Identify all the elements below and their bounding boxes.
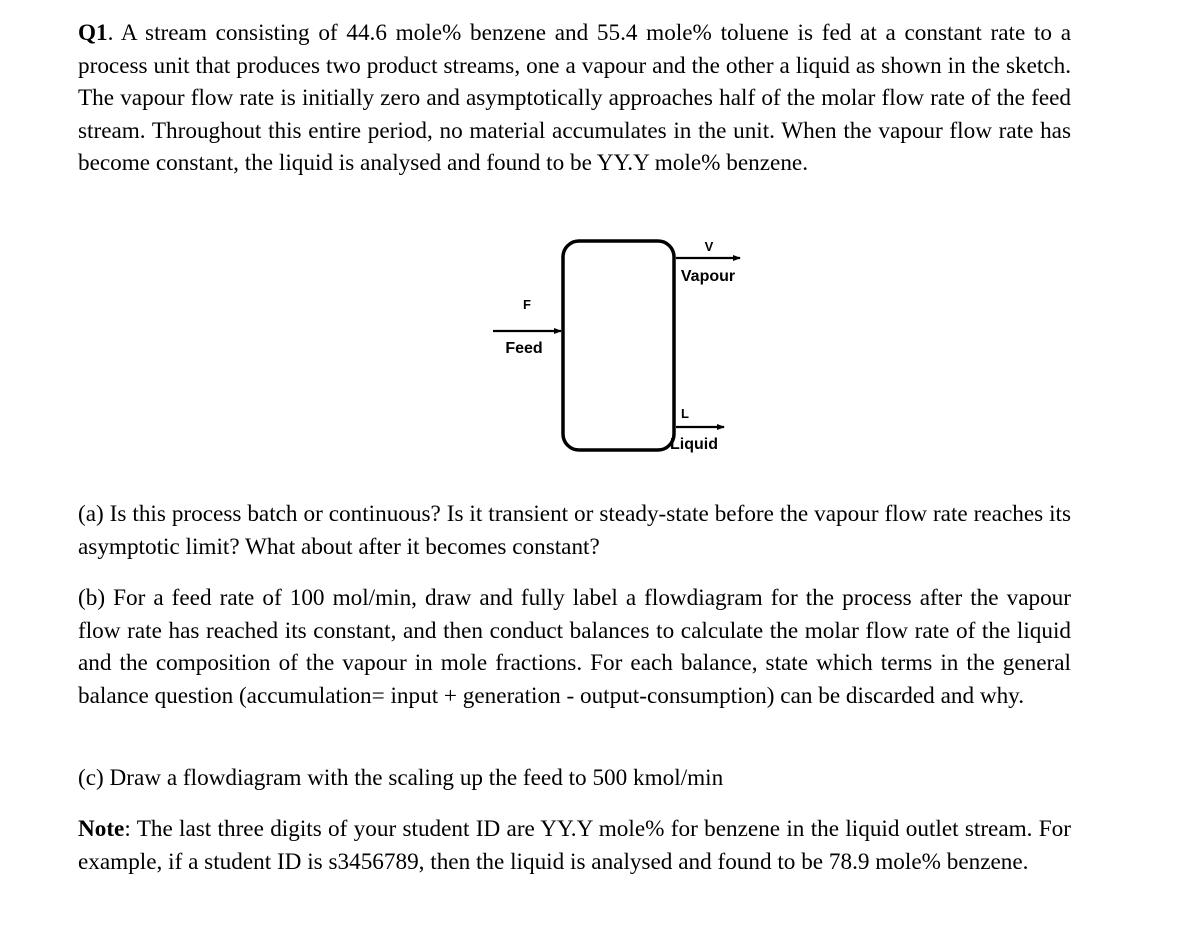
liquid-symbol: L: [681, 406, 689, 421]
note-paragraph: [78, 813, 1071, 878]
vapour-symbol: V: [704, 239, 714, 254]
process-unit-vessel: [563, 241, 674, 450]
part-a-paragraph: (a) Is this process batch or continuous? Is it transient or steady-state before the vapour flow rate reaches its asymptotic limit? What about after it becomes constant?: [78, 501, 1071, 560]
question-text: . A stream consisting of 44.6 mole% benzene and 55.4 mole% toluene is fed at a constant rate to a process unit that produces two product streams, one a vapour and the other a liquid as shown in the sketch. The vapour flow rate is initially zero and asymptotically approaches half of the molar flow rate of the feed stream. Throughout this entire period, no material accumulates in the unit. When the vapour flow rate has become constant, the liquid is analysed and found to be YY.Y mole% benzene.: [78, 20, 1071, 177]
feed-label: Feed: [505, 340, 543, 357]
question-number: Q1: [78, 20, 108, 46]
note-text: : The last three digits of your student ID are YY.Y mole% for benzene in the liquid outlet stream. For example, if a student ID is s3456789, then the liquid is analysed and found to be 78.9 mole% benzene.: [78, 816, 1071, 875]
question-paragraph: [78, 17, 1071, 180]
liquid-label: Liquid: [670, 436, 718, 453]
feed-symbol: F: [523, 297, 531, 312]
part-b-paragraph: (b) For a feed rate of 100 mol/min, draw and fully label a flowdiagram for the process after the vapour flow rate has reached its constant, and then conduct balances to calculate the molar flow rate of the liquid and the composition of the vapour in mole fractions. For each balance, state which terms in the general balance question (accumulation= input + generation - output-consumption) can be discarded and why.: [78, 585, 1071, 709]
part-c-paragraph: (c) Draw a flowdiagram with the scaling up the feed to 500 kmol/min: [78, 765, 724, 791]
note-label: Note: [78, 816, 125, 842]
vapour-label: Vapour: [680, 268, 736, 285]
